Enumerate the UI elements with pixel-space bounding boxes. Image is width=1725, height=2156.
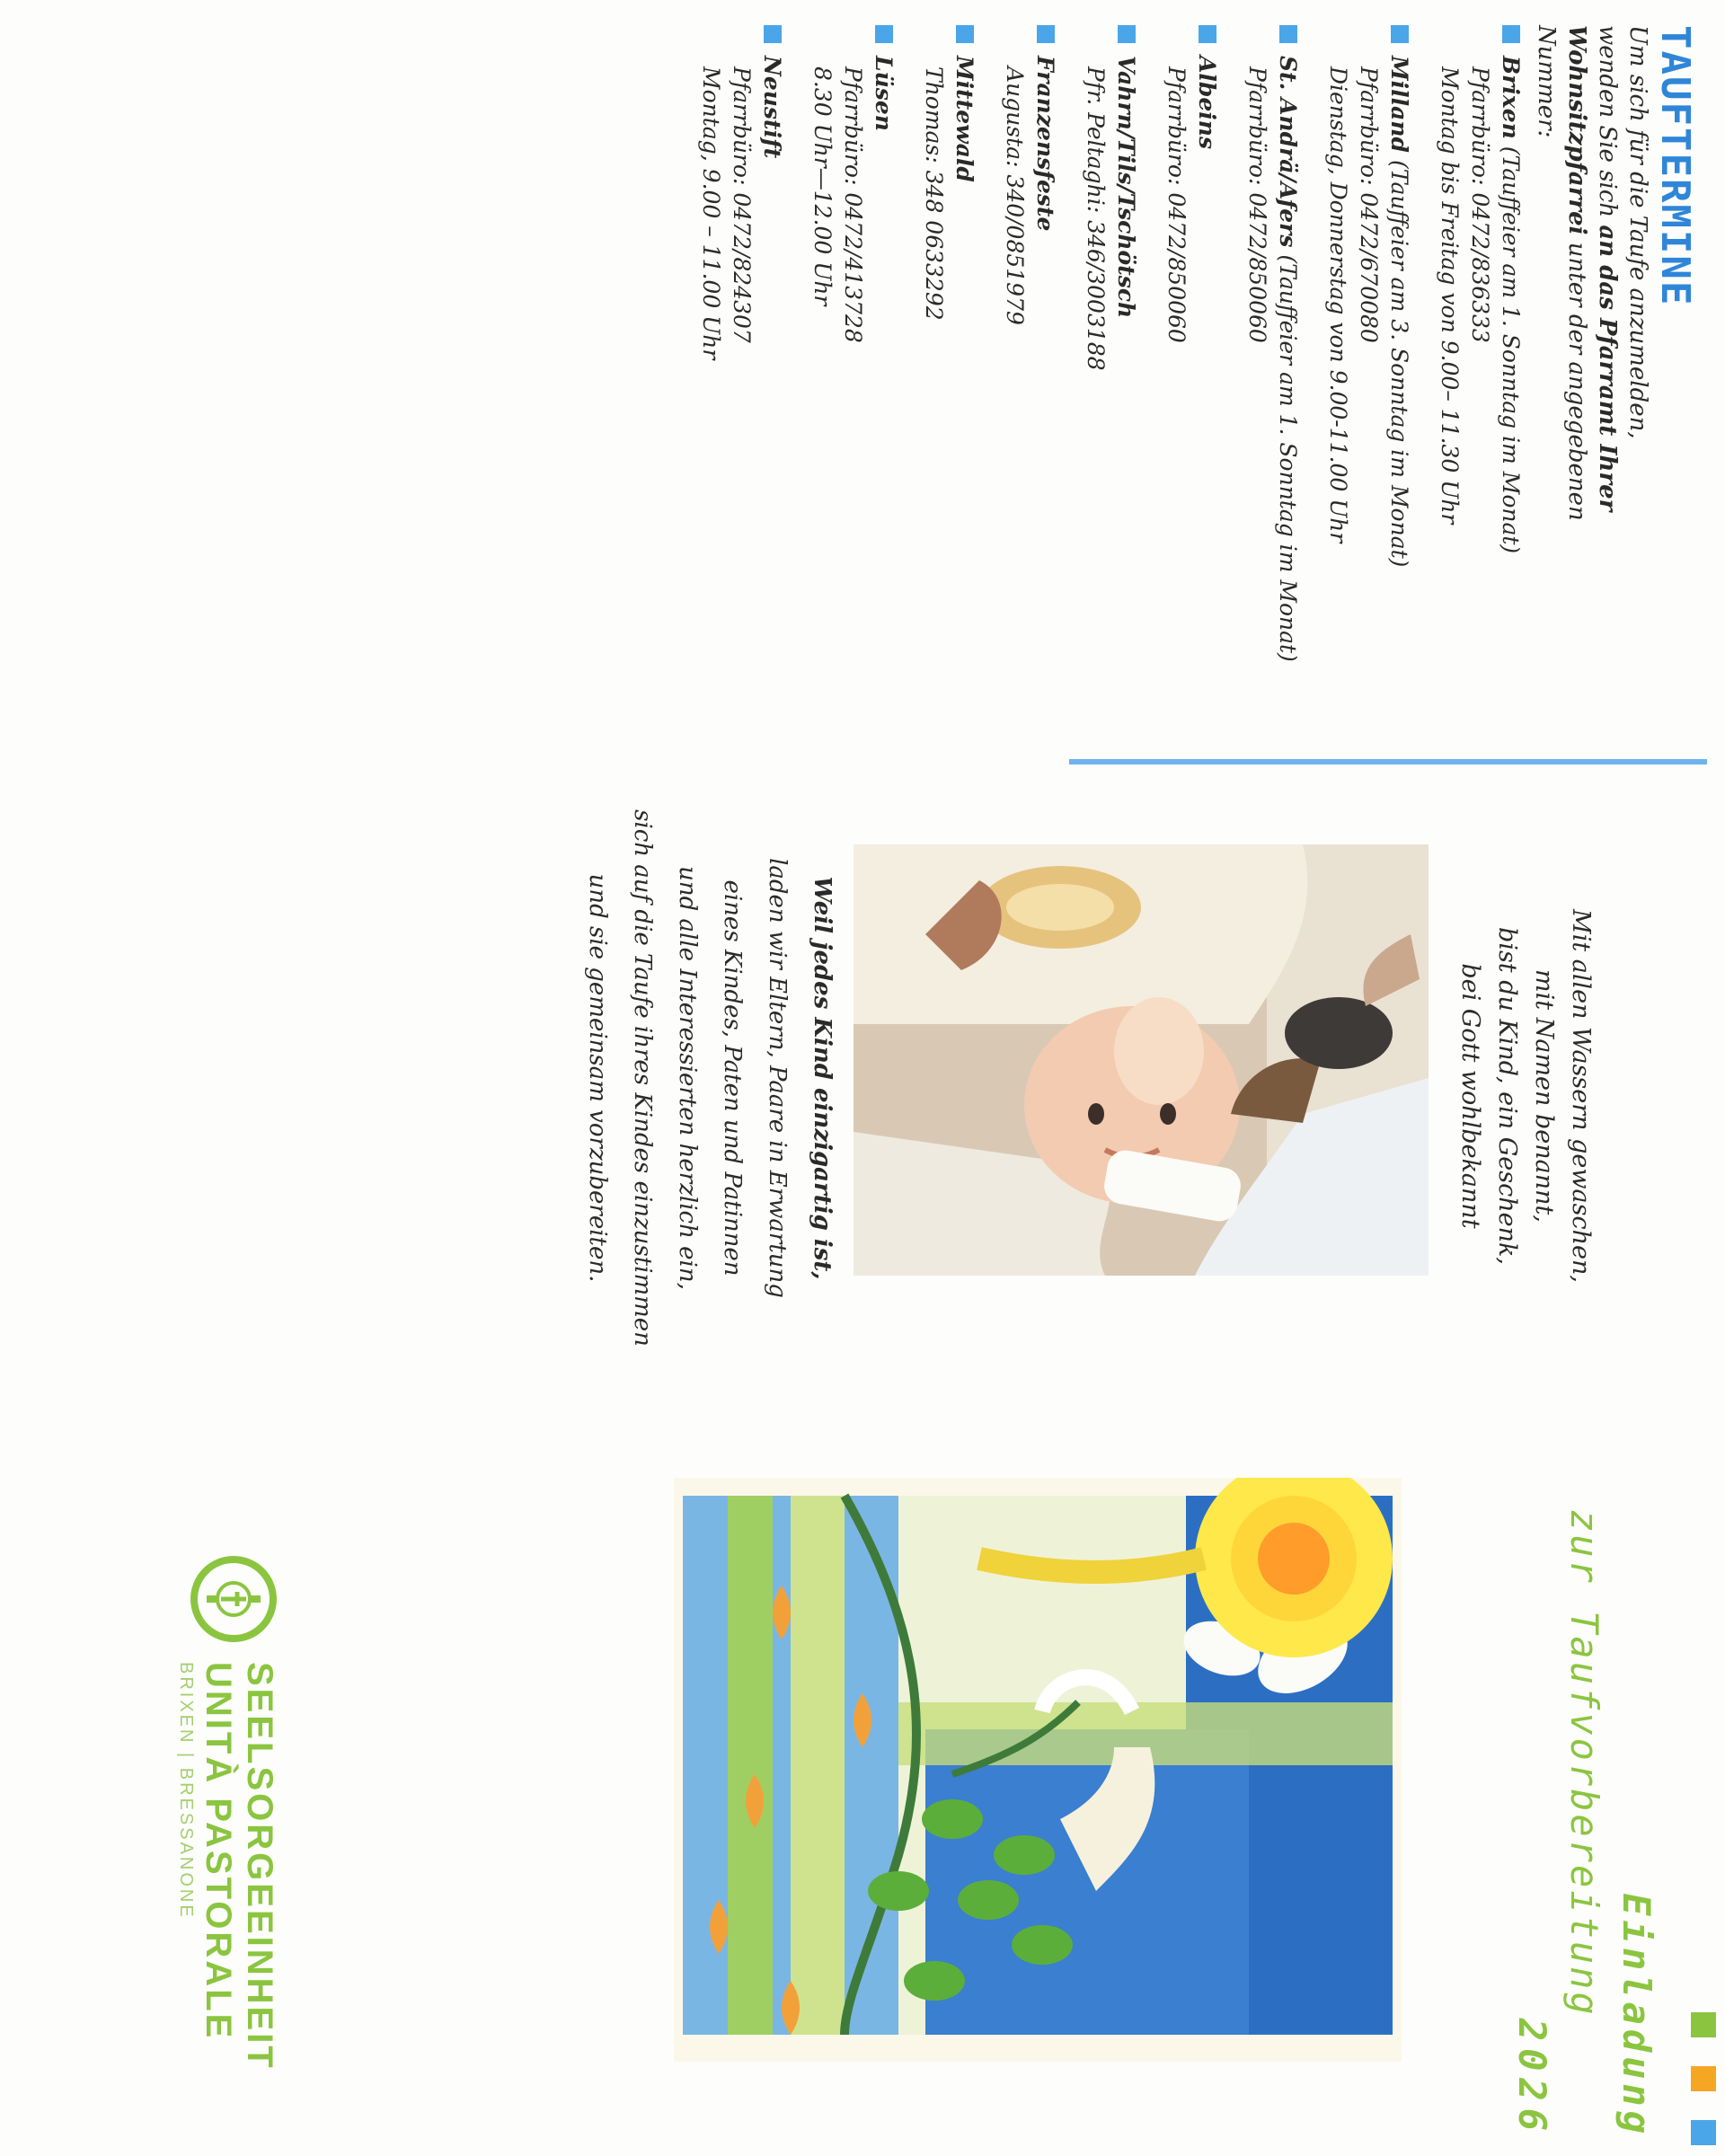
invitation-text [575,773,845,1383]
square-bullet-icon [1199,25,1216,43]
baptism-dates-panel [0,0,1725,719]
divider-line [1069,759,1707,764]
poem-line: bei Gott wohlbekannt [1456,963,1484,1229]
orange-square [1691,2066,1716,2091]
parish-contact: Pfr. Peltaghi: 346/3003188 [1083,66,1109,371]
parish-contact: Montag bis Freitag von 9.00– 11.30 Uhr [1437,66,1463,525]
cross-emblem-icon [189,1554,279,1644]
pastoral-unit-logo [153,1554,288,2071]
title-line-2: zur Taufvorbereitung [1562,1509,1606,2018]
invite-line: laden wir Eltern, Paare in Erwartung [764,858,791,1298]
parish-name: Mittewald [951,56,978,182]
green-square [1691,2012,1716,2037]
parish-entry [918,25,979,690]
parish-entry [1161,25,1222,690]
parish-name: Albeins [1194,56,1220,150]
parish-heading: Brixen (Tauffeier am 1. Sonntag im Monat) [1498,56,1524,554]
square-bullet-icon [1279,25,1297,43]
title-line-1: Einladung [1614,1893,1659,2138]
parish-entry [1434,25,1526,690]
parish-contact: Pfarrbüro: 0472/413728 [840,66,866,343]
logo-line-3: BRIXEN | BRESSANONE [176,1662,196,1920]
intro-line: wenden Sie sich an das Pfarramt Ihrer [1594,25,1621,512]
parish-entry [1322,25,1414,690]
panel-heading: TAUFTERMINE [1652,25,1698,307]
parish-heading: St. Andrä/Afers (Tauffeier am 1. Sonntag im Monat) [1275,56,1301,662]
intro-text [1531,25,1653,672]
baptism-artwork [674,1478,1402,2062]
square-bullet-icon [875,25,893,43]
parish-name: St. Andrä/Afers [1275,56,1301,248]
title-year: 2026 [1510,2018,1554,2138]
parish-contact: Montag, 9.00 – 11.00 Uhr [698,66,724,360]
baptism-photo [854,844,1429,1276]
invite-line: Weil jedes Kind einzigartig ist, [809,876,836,1280]
invite-line: und sie gemeinsam vorzubereiten. [584,873,611,1283]
intro-line: Wohnsitzpfarrei unter der angegebenen [1563,25,1590,521]
blue-square [1691,2120,1716,2145]
parish-name: Franzensfeste [1032,56,1058,232]
parish-contact: Pfarrbüro: 0472/850060 [1163,66,1190,343]
parish-entry [999,25,1060,690]
parish-heading [1030,56,1060,690]
parish-contact: Pfarrbüro: 0472/836333 [1467,66,1493,343]
parish-entry [807,25,898,690]
parish-contact: Pfarrbüro: 0472/670080 [1356,66,1382,343]
poem [1452,808,1599,1383]
logo-line-2: UNITÀ PASTORALE [199,1662,238,2041]
parish-heading [1110,56,1141,690]
parish-name: Vahrn/Tils/Tschötsch [1113,56,1139,319]
parish-name: Lüsen [871,56,897,131]
parish-entry [1242,25,1303,690]
square-bullet-icon [1037,25,1055,43]
parish-heading: Milland (Tauffeier am 3. Sonntag im Monat) [1386,56,1412,568]
parish-contact: Pfarrbüro: 0472/850060 [1244,66,1270,343]
parish-heading [949,56,979,690]
poem-line: mit Namen benannt, [1530,969,1558,1223]
cover-panel [0,1437,1725,2156]
square-bullet-icon [956,25,974,43]
parish-name: Milland [1386,56,1412,154]
parish-name: Neustift [759,56,785,159]
intro-line: Nummer: [1533,25,1560,138]
parish-entry [695,25,787,690]
parish-name: Brixen [1498,56,1524,139]
parish-contact: Augusta: 340/0851979 [1002,66,1028,325]
middle-panel [0,719,1725,1437]
parish-contact: Pfarrbüro: 0472/824307 [729,66,755,343]
cover-title [1506,1509,1662,2138]
parish-contact: Dienstag, Donnerstag von 9.00-11.00 Uhr [1325,66,1351,543]
poem-line: bist du Kind, ein Geschenk, [1493,927,1521,1265]
square-bullet-icon [1118,25,1136,43]
parish-heading [868,56,898,690]
parish-list [676,25,1526,690]
square-bullet-icon [1502,25,1520,43]
parish-heading [1191,56,1222,690]
parish-contact: 8.30 Uhr—12.00 Uhr [809,66,836,306]
parish-heading [756,56,787,690]
invite-line: eines Kindes, Paten und Patinnen [719,879,746,1277]
square-bullet-icon [1391,25,1409,43]
poem-line: Mit allen Wassern gewaschen, [1567,909,1595,1283]
invite-line: sich auf die Taufe ihres Kindes einzustimmen [629,809,656,1347]
invite-line: und alle Interessierten herzlich ein, [674,866,701,1290]
parish-entry [1080,25,1141,690]
square-bullet-icon [764,25,782,43]
intro-line: Um sich für die Taufe anzumelden, [1624,25,1651,439]
parish-contact: Thomas: 348 0633292 [921,66,947,321]
logo-line-1: SEELSORGEEINHEIT [240,1662,279,2071]
